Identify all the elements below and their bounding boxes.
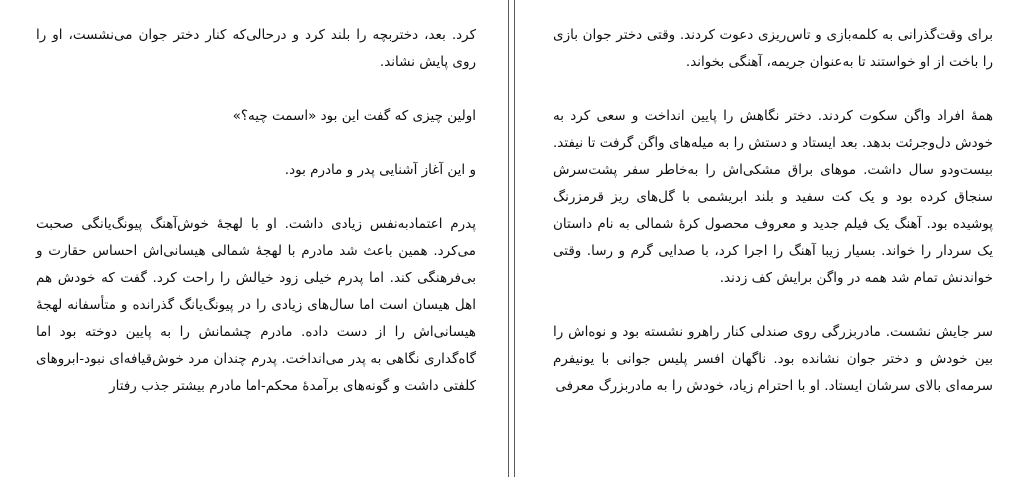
right-paragraph-1: برای وقت‌گذرانی به کلمه‌بازی و تاس‌ریزی دعوت کردند. وقتی دختر جوان بازی را باخت از او خواستند تا به‌عنوان جریمه، آهنگی بخواند. [553,27,993,70]
page-gutter-line-left [508,0,509,477]
left-page [0,0,507,477]
left-paragraph-1: کرد. بعد، دختربچه را بلند کرد و درحالی‌که کنار دختر جوان می‌نشست، او را روی پایش نشاند. [36,27,476,70]
right-page-text [553,22,993,427]
right-page [517,0,1024,477]
page-gutter-line-right [514,0,515,477]
left-paragraph-3: و این آغاز آشنایی پدر و مادرم بود. [284,162,476,178]
right-paragraph-3: سر جایش نشست. مادربزرگی روی صندلی کنار راهرو نشسته بود و نوه‌اش را بین خودش و دختر جوان نشانده بود. ناگهان افسر پلیس جوانی با یونیفرم سرمه‌ای بالای سرشان ایستاد. او با احترام زیاد، خودش را به مادربزرگ معرفی [553,324,993,394]
left-paragraph-4: پدرم اعتمادبه‌نفس زیادی داشت. او با لهجهٔ خوش‌آهنگ پیونگ‌یانگی صحبت می‌کرد. همین باعث شد مادرم با لهجهٔ شمالی هیسانی‌اش احساس حقارت و بی‌فرهنگی کند. اما پدرم خیلی زود خیالش را راحت کرد. گفت که خودش هم اهل هیسان است اما سال‌های زیادی را در پیونگ‌یانگ گذرانده و متأسفانه لهجهٔ هیسانی‌اش را از دست داده. مادرم چشمانش را به پایین دوخته بود اما گاه‌گداری نگاهی به پدر می‌انداخت. پدرم چندان مرد خوش‌قیافه‌ای نبود-ابروهای کلفتی داشت و گونه‌های برآمدهٔ محکم-اما مادرم بیشتر جذب رفتار [36,216,476,394]
left-paragraph-2: اولین چیزی که گفت این بود «اسمت چیه؟» [232,108,476,124]
right-paragraph-2: همهٔ افراد واگن سکوت کردند. دختر نگاهش را پایین انداخت و سعی کرد به خودش دل‌وجرئت بدهد. بعد ایستاد و دستش را به میله‌های واگن گرفت تا نیفتد. بیست‌ودو سال داشت. موهای براق مشکی‌اش را به‌خاطر سفر پشت‌سرش سنجاق کرده بود و یک کت سفید و بلند ابریشمی با گل‌های ریز قرمزرنگ پوشیده بود. آهنگ یک فیلم جدید و معروف محصول کرهٔ شمالی به نام داستان یک سردار را خواند. بسیار زیبا آهنگ را اجرا کرد، با صدایی گرم و رسا. وقتی خواندنش تمام شد همه در واگن برایش کف زدند. [553,108,993,286]
left-page-text [36,22,476,427]
